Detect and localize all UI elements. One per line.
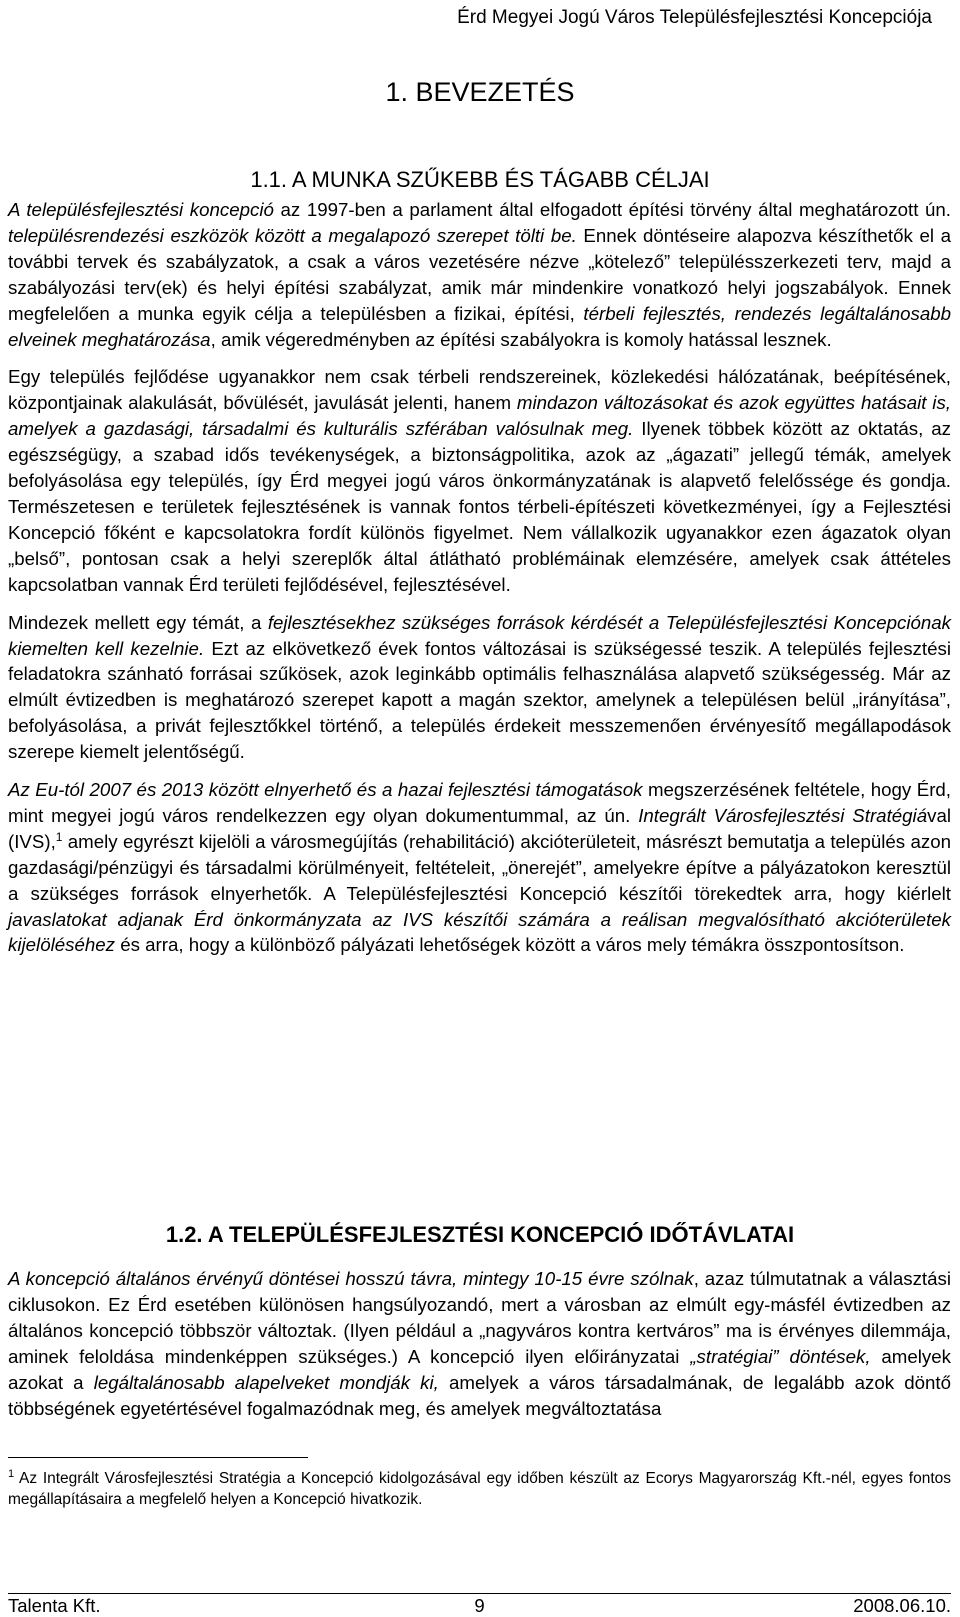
- paragraph: Mindezek mellett egy témát, a fejlesztésekhez szükséges források kérdését a Településfejlesztési Koncepciónak kiemelten kell kezelnie. Ezt az elkövetkező évek fontos változásai is szükségessé teszik. A település fejlesztési feladatokra szánható forrásai szűkösek, azok leginkább optimális felhasználása alapvető szükségesség. Már az elmúlt évtizedben is meghatározó szerepet kapott a magán szektor, amelynek a településen belül „irányítása”, befolyásolása, a privát fejlesztőkkel történő, a település érdekeit messzemenően érvényesítő megállapodások szerepe kiemelt jelentőségű.: [8, 611, 951, 763]
- section-title-1-1: 1.1. A MUNKA SZŰKEBB ÉS TÁGABB CÉLJAI: [250, 167, 710, 192]
- paragraph: A településfejlesztési koncepció az 1997-ben a parlament által elfogadott építési törvény által meghatározott ún. településrendezési eszközök között a megalapozó szerepet tölti be. Ennek döntéseire alapozva készíthetők el a további tervek és szabályzatok, a csak a város vezetésére nézve „kötelező” településszerkezeti terv, majd a szabályozási terv(ek) és helyi építési szabályzat, amik már mindenkire vonatkozó helyi jogszabályok. Ennek megfelelően a munka egyik célja a településben a fizikai, építési, térbeli fejlesztés, rendezés legáltalánosabb elveinek meghatározása, amik végeredményben az építési szabályokra is komoly hatással lesznek.: [8, 199, 952, 350]
- paragraph: Egy település fejlődése ugyanakkor nem csak térbeli rendszereinek, közlekedési hálózatának, beépítésének, központjainak alakulását, bővülését, javulását jelenti, hanem mindazon változásokat és azok együttes hatásait is, amelyek a gazdasági, társadalmi és kulturális szférában valósulnak meg. Ilyenek többek között az oktatás, az egészségügy, a szabad idős tevékenységek, a biztonságpolitika, azok az „ágazati” jellegű témák, amelyek befolyásolása egy település, így Érd megyei jogú város önkormányzatának is alapvető felelőssége és gondja. Természetesen e területek fejlesztésének is vannak fontos térbeli-építészeti következményei, így a Fejlesztési Koncepció főként e kapcsolatokra fordít különös figyelmet. Nem vállalkozik ugyanakkor ezen ágazatok olyan „belső”, pontosan csak a helyi szereplők által átlátható problémáinak elemzésére, amelyek csak áttételes kapcsolatban vannak Érd területi fejlődésével, fejlesztésével.: [8, 366, 951, 595]
- footnote: $^1$ Az Integrált Városfejlesztési Stratégia a Koncepció kidolgozásával egy időben készült az Ecorys Magyarország Kft.-nél, egyes fontos megállapításaira a megfelelő helyen a Koncepció hivatkozik.: [8, 1467, 951, 1508]
- paragraph: Az Eu-tól 2007 és 2013 között elnyerhető és a hazai fejlesztési támogatások megszerzésének feltétele, hogy Érd, mint megyei jogú város rendelkezzen egy olyan dokumentummal, az ún. Integrált Városfejlesztési Stratégiával (IVS),$^1$ amely egyrészt kijelöli a városmegújítás (rehabilitáció) akcióterületeit, másrészt bemutatja a település azon gazdasági/pénzügyi és társadalmi körülményeit, feltételeit, „önerejét”, amelyekre építve a pályázatokon keresztül a szükséges források elnyerhetők. A Településfejlesztési Koncepció készítői törekedtek arra, hogy kiérlelt javaslatokat adjanak Érd önkormányzata az IVS készítői számára a reálisan megvalósítható akcióterületek kijelöléséhez és arra, hogy a különböző pályázati lehetőségek között a város mely témákra összpontosítson.: [8, 779, 951, 956]
- footnote-number: 1: [8, 1467, 15, 1480]
- section-title-1-2: 1.2. A TELEPÜLÉSFEJLESZTÉSI KONCEPCIÓ IDŐTÁVLATAI: [165, 1222, 795, 1247]
- section-1-1-body: [8, 197, 951, 958]
- chapter-title: 1. BEVEZETÉS: [385, 77, 575, 107]
- footnote-ref[interactable]: 1: [55, 829, 63, 844]
- footer-separator: [8, 1593, 951, 1594]
- section-1-2-body: [8, 1266, 951, 1421]
- footnote-separator: [8, 1457, 308, 1458]
- running-header: Érd Megyei Jogú Város Településfejlesztési Koncepciója: [457, 7, 932, 28]
- page-number: 9: [474, 1595, 485, 1616]
- page-footer: [8, 1595, 951, 1617]
- footer-date: 2008.06.10.: [853, 1595, 951, 1616]
- paragraph: A koncepció általános érvényű döntései hosszú távra, mintegy 10-15 évre szólnak, azaz túlmutatnak a választási ciklusokon. Ez Érd esetében különösen hangsúlyozandó, mert a városban az elmúlt egy-másfél évtizedben az általános koncepció többször változtak. (Ilyen például a „nagyváros kontra kertváros” ma is érvényes dilemmája, aminek feloldása mindenképpen szükséges.) A koncepció ilyen előirányzatai „stratégiai” döntések, amelyek azokat a legáltalánosabb alapelveket mondják ki, amelyek a város társadalmának, de legalább azok döntő többségének egyetértésével fogalmazódnak meg, és amelyek megváltoztatása: [8, 1268, 951, 1419]
- footer-company: Talenta Kft.: [8, 1595, 101, 1616]
